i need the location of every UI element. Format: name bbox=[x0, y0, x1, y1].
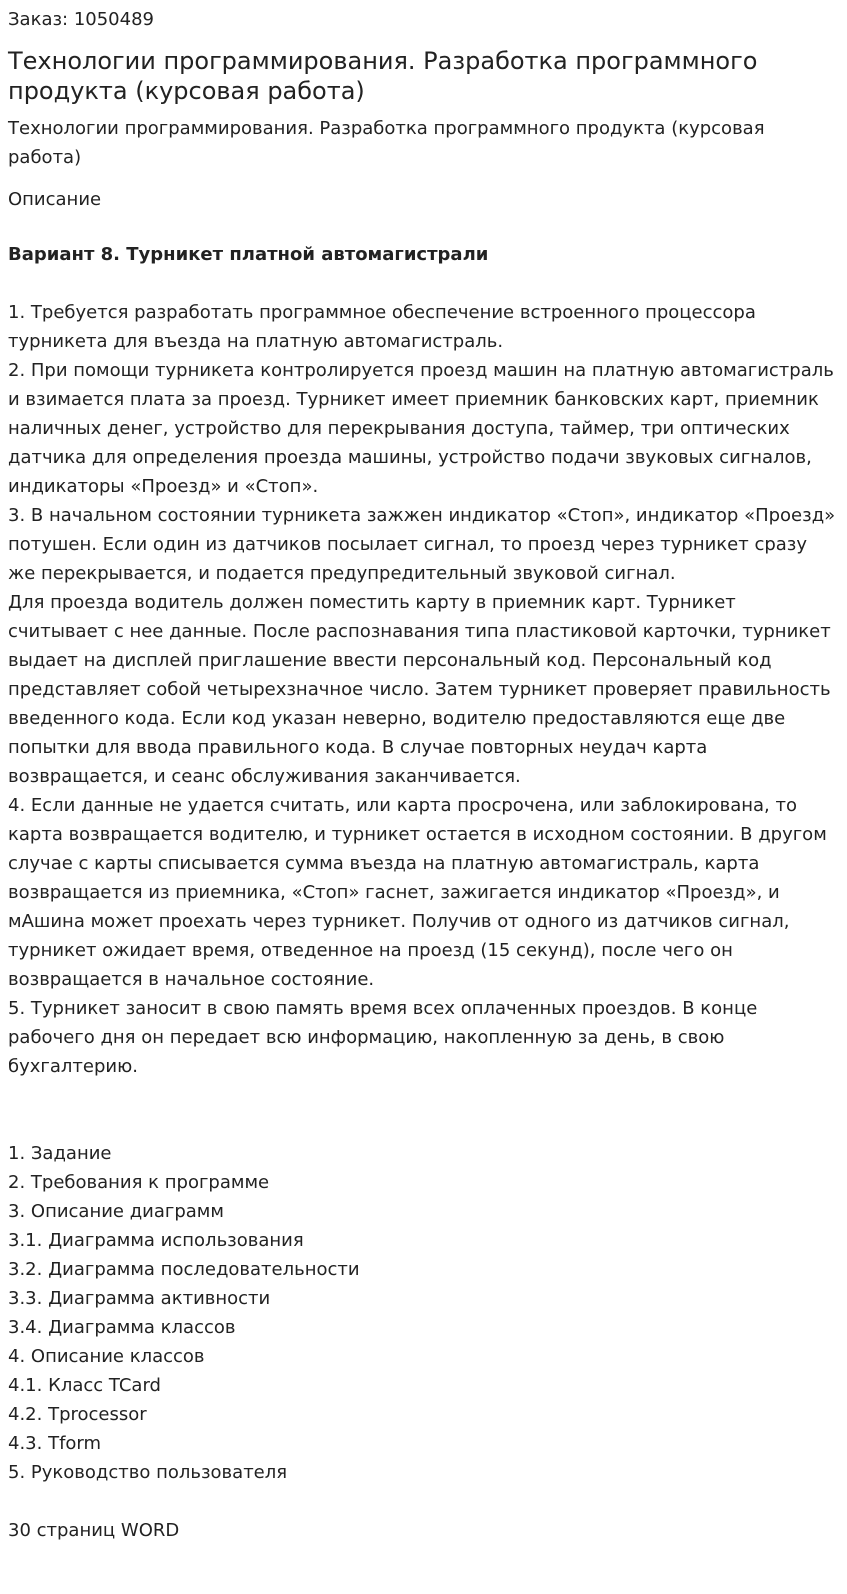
toc-item: 3. Описание диаграмм bbox=[8, 1201, 224, 1222]
toc-item: 2. Требования к программе bbox=[8, 1172, 270, 1193]
toc-item: 3.2. Диаграмма последовательности bbox=[8, 1259, 360, 1280]
description-body bbox=[8, 298, 839, 1081]
section-label-description: Описание bbox=[8, 189, 102, 210]
description-paragraph: 5. Турникет заносит в свою память время всех оплаченных проездов. В конце рабочего дня он передает всю информацию, накопленную за день, в свою бухгалтерию. bbox=[8, 998, 758, 1077]
page-title: Технологии программирования. Разработка программного продукта (курсовая работа) bbox=[8, 47, 758, 105]
subtitle: Технологии программирования. Разработка программного продукта (курсовая работа) bbox=[8, 118, 765, 168]
toc-item: 3.3. Диаграмма активности bbox=[8, 1288, 271, 1309]
toc-item: 1. Задание bbox=[8, 1143, 112, 1164]
description-paragraph: Для проезда водитель должен поместить карту в приемник карт. Турникет считывает с нее данные. После распознавания типа пластиковой карточки, турникет выдает на дисплей приглашение ввести персональный код. Персональный код представляет собой четырехзначное число. Затем турникет проверяет правильность введенного кода. Если код указан неверно, водителю предоставляются еще две попытки для ввода правильного кода. В случае повторных неудач карта возвращается, и сеанс обслуживания заканчивается. bbox=[8, 592, 831, 787]
toc-item: 5. Руководство пользователя bbox=[8, 1462, 288, 1483]
table-of-contents bbox=[8, 1139, 839, 1487]
description-paragraph: 1. Требуется разработать программное обеспечение встроенного процессора турникета для въезда на платную автомагистраль. bbox=[8, 302, 756, 352]
page-count-note: 30 страниц WORD bbox=[8, 1520, 180, 1541]
toc-item: 4. Описание классов bbox=[8, 1346, 205, 1367]
toc-item: 4.2. Tprocessor bbox=[8, 1404, 147, 1425]
toc-item: 3.1. Диаграмма использования bbox=[8, 1230, 304, 1251]
variant-title: Вариант 8. Турникет платной автомагистрали bbox=[8, 244, 489, 265]
description-paragraph: 2. При помощи турникета контролируется проезд машин на платную автомагистраль и взимается плата за проезд. Турникет имеет приемник банковских карт, приемник наличных денег, устройство для перекрывания доступа, таймер, три оптических датчика для определения проезда машины, устройство подачи звуковых сигналов, индикаторы «Проезд» и «Стоп». bbox=[8, 360, 834, 497]
toc-item: 4.3. Tform bbox=[8, 1433, 102, 1454]
toc-item: 4.1. Класс TCard bbox=[8, 1375, 161, 1396]
description-paragraph: 3. В начальном состоянии турникета зажжен индикатор «Стоп», индикатор «Проезд» потушен. Если один из датчиков посылает сигнал, то проезд через турникет сразу же перекрывается, и подается предупредительный звуковой сигнал. bbox=[8, 505, 836, 584]
description-paragraph: 4. Если данные не удается считать, или карта просрочена, или заблокирована, то карта возвращается водителю, и турникет остается в исходном состоянии. В другом случае с карты списывается сумма въезда на платную автомагистраль, карта возвращается из приемника, «Стоп» гаснет, зажигается индикатор «Проезд», и мАшина может проехать через турникет. Получив от одного из датчиков сигнал, турникет ожидает время, отведенное на проезд (15 секунд), после чего он возвращается в начальное состояние. bbox=[8, 795, 827, 990]
toc-item: 3.4. Диаграмма классов bbox=[8, 1317, 236, 1338]
order-number: Заказ: 1050489 bbox=[8, 9, 154, 30]
